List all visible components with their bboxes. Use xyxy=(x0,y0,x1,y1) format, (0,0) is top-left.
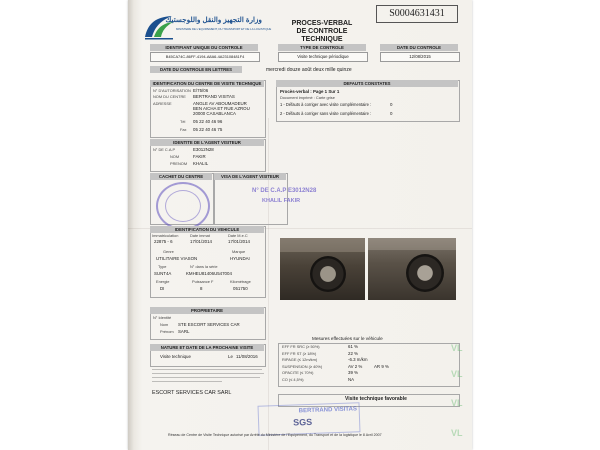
type-label: Type xyxy=(158,264,167,269)
logo-arabic-text: وزارة التجهيز والنقل واللوجستيك xyxy=(165,15,262,24)
center-heading: IDENTIFICATION DU CENTRE DE VISITE TECHNIQUE xyxy=(150,80,264,87)
agent-stamp-line-1: N° DE C.A.P E3012N28 xyxy=(252,188,317,194)
logo-french-text: MINISTERE DE L'EQUIPEMENT, DU TRANSPORT ET DE LA LOGISTIQUE xyxy=(176,27,272,31)
energy-value: DI xyxy=(160,286,165,291)
authorization-label: N° D'AUTORISATION xyxy=(153,88,191,93)
watermark-vl: VL xyxy=(451,369,463,379)
brand-label: Marque xyxy=(232,249,246,254)
control-id-label: IDENTIFIANT UNIQUE DU CONTROLE xyxy=(150,44,258,51)
vehicle-photo-front xyxy=(280,238,365,300)
control-type-value: Visite technique périodique xyxy=(278,52,368,62)
brand-value: HYUNDAI xyxy=(230,256,250,261)
measure-value: -6.3 m/km xyxy=(348,357,368,362)
date-letters-value: mercredi douze août deux mille quinze xyxy=(266,66,352,73)
next-visit-date: 11/08/2016 xyxy=(236,354,258,359)
vehicle-heading: IDENTIFICATION DU VEHICULE xyxy=(150,226,264,233)
defects-without-visit-label: 2 - Défauts à corriger sans visite complémentaire : xyxy=(280,111,372,116)
date-letters-label: DATE DU CONTROLE EN LETTRES xyxy=(150,66,242,73)
next-visit-nature: Visite technique xyxy=(160,354,191,359)
owner-heading: PROPRIETAIRE xyxy=(150,307,264,314)
owner-first-name-value: SARL xyxy=(178,329,190,334)
cap-value: E3012N28 xyxy=(193,147,214,152)
address-line: 20000 CASABLANCA xyxy=(193,111,236,116)
next-visit-prefix: Le xyxy=(228,354,233,359)
footer-text: Réseau de Centre de Visite Technique autorisé par Arrêté du Ministère de l'Equipement, du Transport et de la logistique le 8 Avril 2007 xyxy=(168,433,382,437)
power-value: 8 xyxy=(200,286,203,291)
measures-heading: Mesures effectuées sur le véhicule xyxy=(312,336,383,341)
agent-first-name-value: KHALIL xyxy=(193,161,209,166)
measure-value: AV 2 % xyxy=(348,363,363,369)
registration-value: 22875 - 6 xyxy=(154,239,173,244)
vin-value: KMHEU81406U547004 xyxy=(186,271,232,276)
defects-without-visit-count: 0 xyxy=(390,111,393,116)
serial-number: S0004631431 xyxy=(376,5,458,23)
agent-last-name-label: NOM xyxy=(170,154,180,159)
owner-name-label: Nom xyxy=(160,322,169,327)
registration-label: Immatriculation xyxy=(152,233,179,238)
center-name-value: BERTRAND VISITAS xyxy=(193,94,235,99)
measure-label: OPACITE (≤ 70%) xyxy=(282,370,314,375)
mec-date-label: Date M.e.C xyxy=(228,233,248,238)
title-line-1: PROCES-VERBAL xyxy=(291,20,353,27)
measure-value: 61 % xyxy=(348,344,359,349)
energy-label: Energie xyxy=(156,279,170,284)
fine-print-line xyxy=(152,381,222,382)
mec-date-value: 17/01/2014 xyxy=(228,239,250,244)
owner-id-label: N° Identité xyxy=(153,315,172,320)
address-label: ADRESSE xyxy=(153,101,172,106)
control-type-label: TYPE DE CONTROLE xyxy=(278,44,366,51)
measure-label: CO (≤ 4,5%) xyxy=(282,376,304,382)
control-id-value: B45CA74C-86FF-4194-A8A6-4A23108481F4 xyxy=(150,52,260,62)
measure-label: RIPAGE (≤ 12m/km) xyxy=(282,357,318,362)
fine-print-line xyxy=(152,377,260,378)
center-stamp-icon xyxy=(156,182,210,230)
measure-value: 39 % xyxy=(348,370,359,375)
fold-crease xyxy=(268,118,269,450)
agent-visa-label: VISA DE L'AGENT VISITEUR xyxy=(214,173,286,180)
agent-last-name-value: FAKIR xyxy=(193,154,206,159)
control-date-label: DATE DU CONTROLE xyxy=(380,44,458,51)
measure-value: 22 % xyxy=(348,350,359,356)
authorization-value: E/75/06 xyxy=(193,88,209,93)
defects-document: Document imprimé : Carte grise xyxy=(280,95,335,100)
watermark-vl: VL xyxy=(451,343,463,353)
defects-with-visit-label: 1 - Défauts à corriger avec visite complémentaire : xyxy=(280,102,372,107)
tel-value: 05 22 40 46 96 xyxy=(193,119,223,124)
tel-label: Tél xyxy=(180,119,186,124)
center-name-label: NOM DU CENTRE xyxy=(153,94,186,99)
measure-value: NA xyxy=(348,376,355,382)
watermark-vl: VL xyxy=(451,428,463,438)
fax-label: Fax xyxy=(180,127,187,132)
measure-label: EFF FR ST (≥ 18%) xyxy=(282,350,317,356)
vehicle-photo-rear xyxy=(368,238,456,300)
bottom-stamp-line-2: SGS xyxy=(292,416,313,428)
reg-date-value: 17/01/2014 xyxy=(190,239,212,244)
measure-label: EFF FR SRC (≥ 50%) xyxy=(282,344,320,349)
holder-name: ESCORT SERVICES CAR SARL xyxy=(152,390,232,396)
mileage-value: 051750 xyxy=(233,286,248,291)
owner-name-value: STE ESCORT SERVICES CAR xyxy=(178,322,240,327)
type-value: SUNT4A xyxy=(154,271,172,276)
cap-label: N° DE C.A.P xyxy=(153,147,176,152)
address-line: ANGLE AV ABOUMADEUR xyxy=(193,101,247,106)
fax-value: 05 22 40 46 75 xyxy=(193,127,223,132)
reg-date-label: Date immat xyxy=(190,233,210,238)
owner-first-name-label: Prénom xyxy=(160,329,174,334)
power-label: Puissance F xyxy=(192,279,214,284)
center-stamp-label: CACHET DU CENTRE xyxy=(150,173,212,180)
bottom-stamp-line-1: BERTRAND VISITAS xyxy=(298,406,358,415)
defects-with-visit-count: 0 xyxy=(390,102,393,107)
next-visit-heading: NATURE ET DATE DE LA PROCHAINE VISITE xyxy=(150,344,264,351)
agent-heading: IDENTITE DE L'AGENT VISITEUR xyxy=(150,139,264,146)
genre-label: Genre xyxy=(163,249,174,254)
fine-print-line xyxy=(152,369,262,370)
measure-label: SUSPENSION (≥ 40%) xyxy=(282,363,323,369)
measure-value-secondary: AR 9 % xyxy=(374,363,389,369)
control-date-value: 12/08/2015 xyxy=(380,52,460,62)
agent-first-name-label: PRENOM xyxy=(170,161,188,166)
genre-value: UTILITAIRE VIASON xyxy=(156,256,198,261)
defects-page: Procès-verbal : Page 1 Sur 1 xyxy=(280,89,340,94)
vin-label: N° dans la série xyxy=(190,264,218,269)
page-title xyxy=(276,20,368,44)
bottom-stamp xyxy=(258,402,361,436)
watermark-vl: VL xyxy=(451,398,463,408)
address-line: BEN AICHA ET RUE AZROU xyxy=(193,106,250,111)
agent-stamp-line-2: KHALIL FAKIR xyxy=(262,198,301,204)
defects-heading: DEFAUTS CONSTATES xyxy=(276,80,458,87)
result-text: Visite technique favorable xyxy=(345,396,407,402)
fine-print-line xyxy=(152,373,264,374)
title-line-2: DE CONTROLE TECHNIQUE xyxy=(296,28,348,43)
mileage-label: Kilométrage xyxy=(230,279,251,284)
